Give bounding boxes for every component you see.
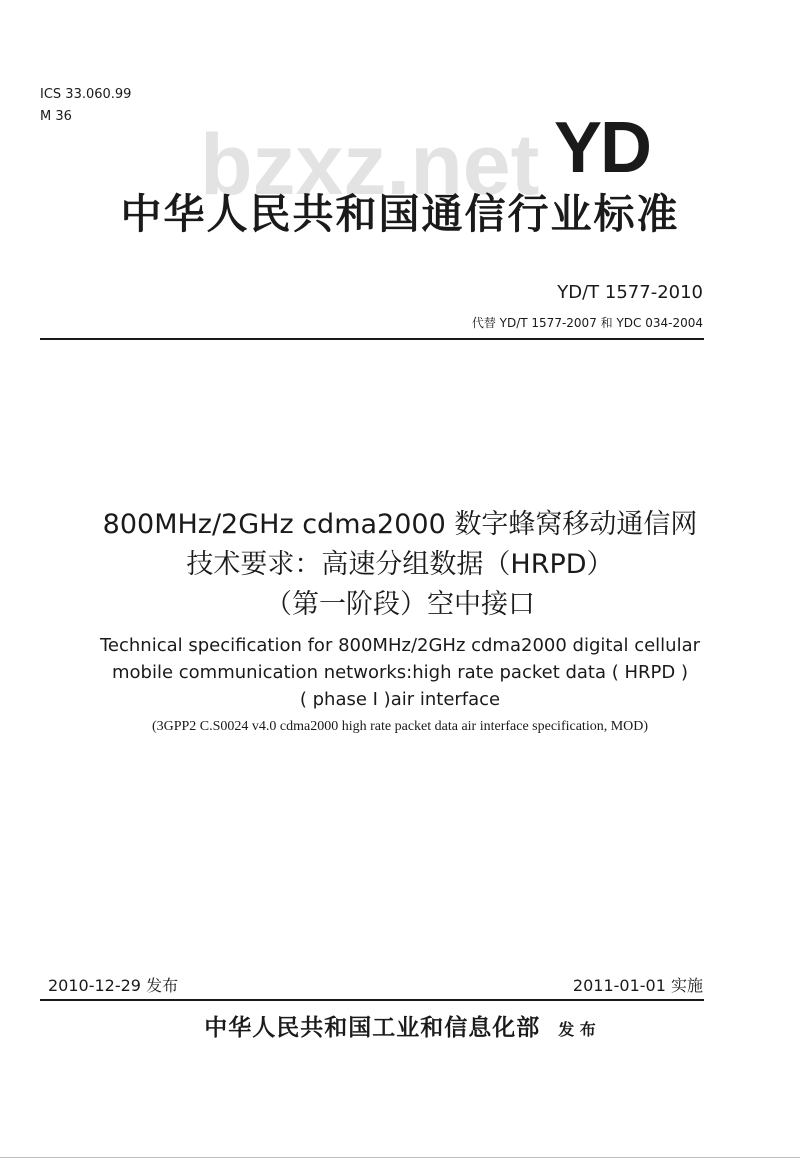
title-en-line: ( phase Ⅰ )air interface <box>299 689 501 710</box>
title-cn-line: （第一阶段）空中接口 <box>265 589 535 620</box>
page-edge <box>0 1157 800 1158</box>
standard-number: YD/T 1577-2010 <box>557 282 703 303</box>
watermark: bzxz.net <box>200 117 540 213</box>
effective-date: 2011-01-01 实施 <box>572 976 703 995</box>
replaces-note: 代替 YD/T 1577-2007 和 YDC 034-2004 <box>471 316 703 330</box>
class-code: M 36 <box>40 109 72 124</box>
title-en-line: Technical specification for 800MHz/2GHz cdma2000 digital cellular <box>99 635 701 656</box>
title-en-line: mobile communication networks:high rate packet data ( HRPD ) <box>112 662 688 683</box>
issue-date: 2010-12-29 发布 <box>48 976 179 995</box>
title-reference: (3GPP2 C.S0024 v4.0 cdma2000 high rate packet data air interface specification, MOD) <box>151 719 649 734</box>
footer-rule <box>40 999 704 1001</box>
org-title: 中华人民共和国通信行业标准 <box>120 190 680 238</box>
title-chinese <box>0 505 800 625</box>
classification-block <box>40 84 131 128</box>
issuer-suffix: 发 布 <box>558 1020 596 1039</box>
title-cn-line: 技术要求：高速分组数据（HRPD） <box>186 549 614 580</box>
title-english <box>0 632 800 713</box>
issuer <box>0 1009 800 1042</box>
ics-code: ICS 33.060.99 <box>40 87 132 102</box>
title-cn-line: 800MHz/2GHz cdma2000 数字蜂窝移动通信网 <box>102 509 698 540</box>
issuer-name: 中华人民共和国工业和信息化部 <box>204 1014 541 1041</box>
header-rule <box>40 338 704 340</box>
yd-logo: YD <box>553 108 650 188</box>
